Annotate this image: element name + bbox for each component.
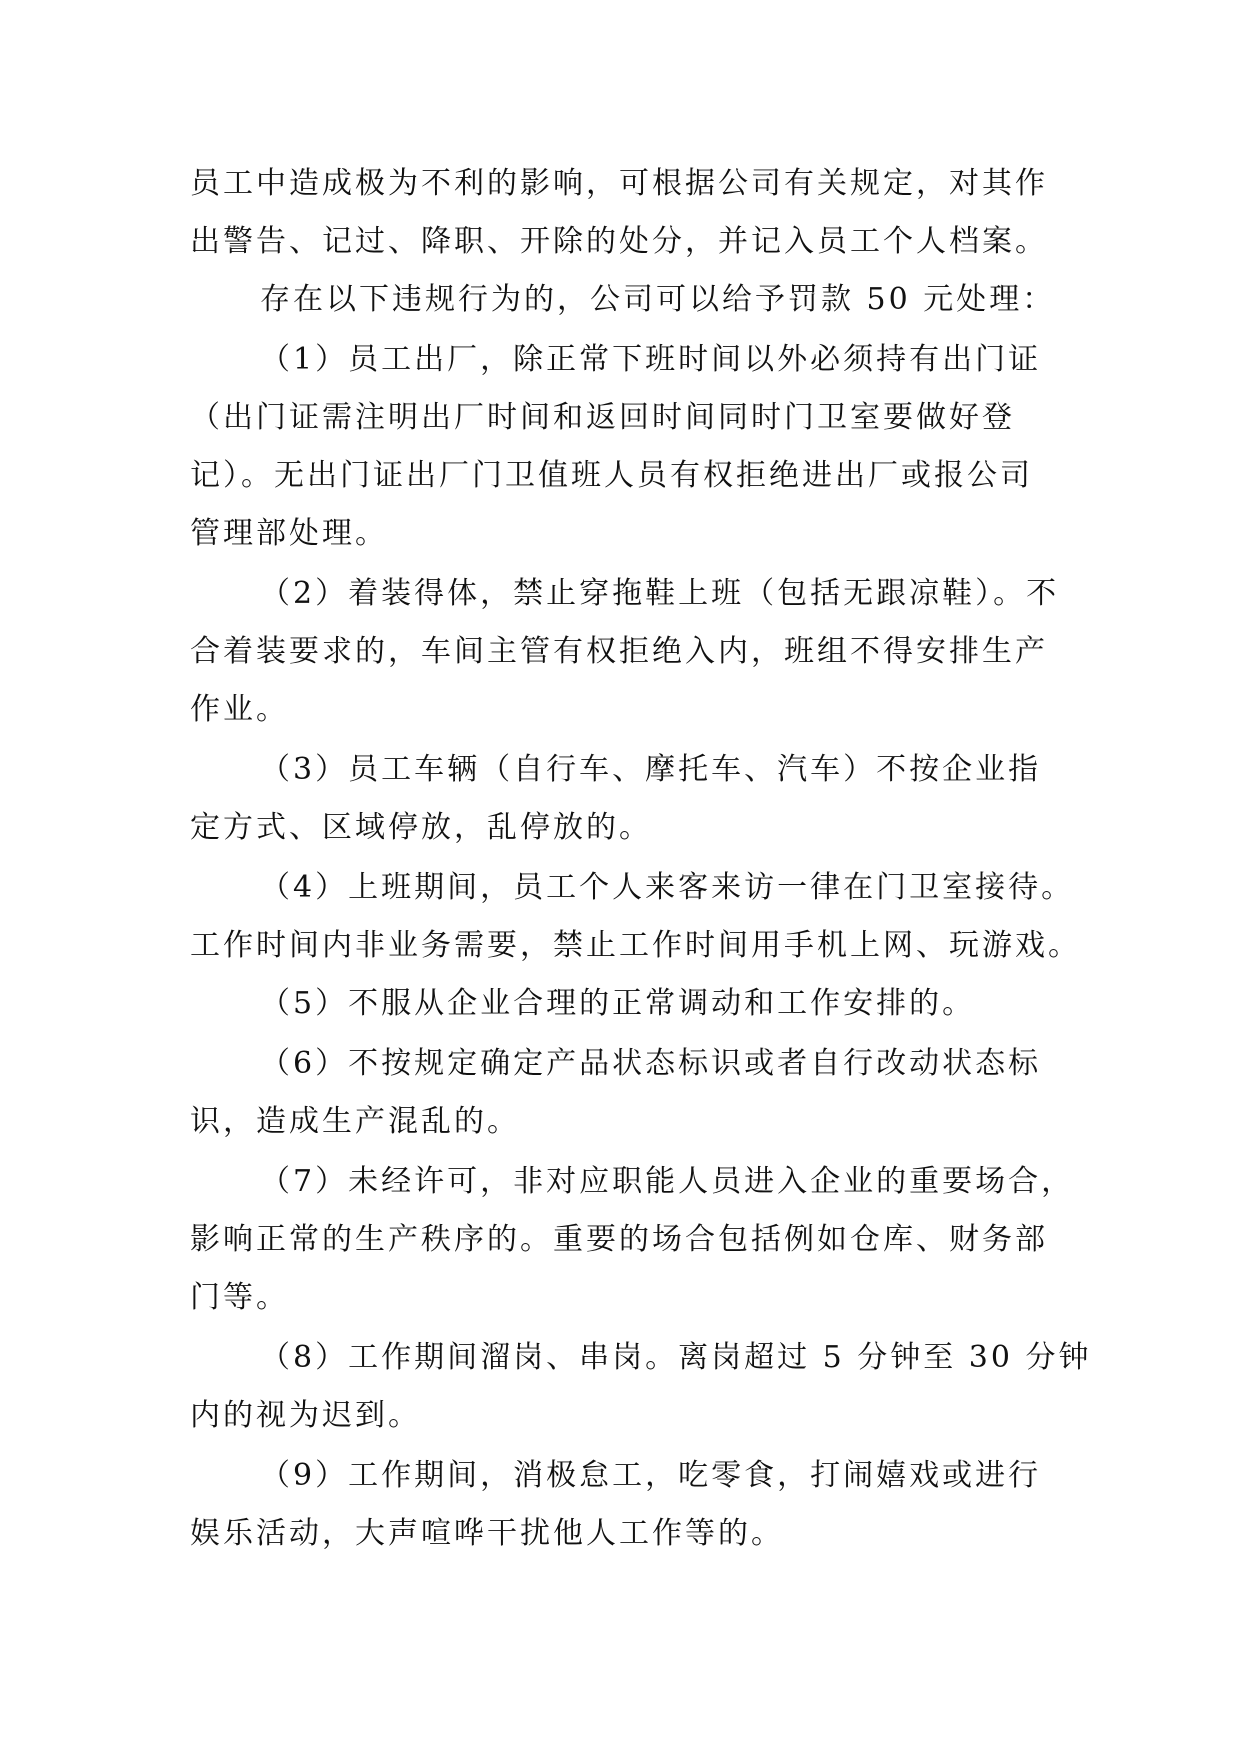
- list-item-2-line: 作业。: [190, 692, 289, 727]
- list-item-4-line: （4）上班期间，员工个人来客来访一律在门卫室接待。: [260, 870, 1075, 905]
- list-item-7-line: 门等。: [190, 1280, 289, 1315]
- list-item-7-line: （7）未经许可，非对应职能人员进入企业的重要场合，: [260, 1164, 1075, 1199]
- list-item-8-line: （8）工作期间溜岗、串岗。离岗超过 5 分钟至 30 分钟: [260, 1340, 1092, 1375]
- text-line: 出警告、记过、降职、开除的处分，并记入员工个人档案。: [190, 224, 1048, 259]
- list-item-3-line: 定方式、区域停放，乱停放的。: [190, 810, 652, 845]
- list-item-6-line: 识，造成生产混乱的。: [190, 1104, 520, 1139]
- list-item-3-line: （3）员工车辆（自行车、摩托车、汽车）不按企业指: [260, 752, 1042, 787]
- text-line: 存在以下违规行为的，公司可以给予罚款 50 元处理：: [260, 282, 1056, 317]
- list-item-1-line: 记）。无出门证出厂门卫值班人员有权拒绝进出厂或报公司: [190, 458, 1033, 493]
- list-item-4-line: 工作时间内非业务需要，禁止工作时间用手机上网、玩游戏。: [190, 928, 1081, 963]
- list-item-6-line: （6）不按规定确定产品状态标识或者自行改动状态标: [260, 1046, 1042, 1081]
- list-item-8-line: 内的视为迟到。: [190, 1398, 421, 1433]
- text-line: 员工中造成极为不利的影响，可根据公司有关规定，对其作: [190, 166, 1048, 201]
- list-item-2-line: （2）着装得体，禁止穿拖鞋上班（包括无跟凉鞋）。不: [260, 576, 1060, 611]
- list-item-1-line: （1）员工出厂，除正常下班时间以外必须持有出门证: [260, 342, 1042, 377]
- list-item-1-line: 管理部处理。: [190, 516, 388, 551]
- list-item-2-line: 合着装要求的，车间主管有权拒绝入内，班组不得安排生产: [190, 634, 1048, 669]
- list-item-9-line: 娱乐活动，大声喧哗干扰他人工作等的。: [190, 1516, 784, 1551]
- list-item-1-line: （出门证需注明出厂时间和返回时间同时门卫室要做好登: [190, 400, 1015, 435]
- list-item-5-line: （5）不服从企业合理的正常调动和工作安排的。: [260, 986, 976, 1021]
- list-item-9-line: （9）工作期间，消极怠工，吃零食，打闹嬉戏或进行: [260, 1458, 1042, 1493]
- list-item-7-line: 影响正常的生产秩序的。重要的场合包括例如仓库、财务部: [190, 1222, 1048, 1257]
- document-body: [190, 160, 1092, 1558]
